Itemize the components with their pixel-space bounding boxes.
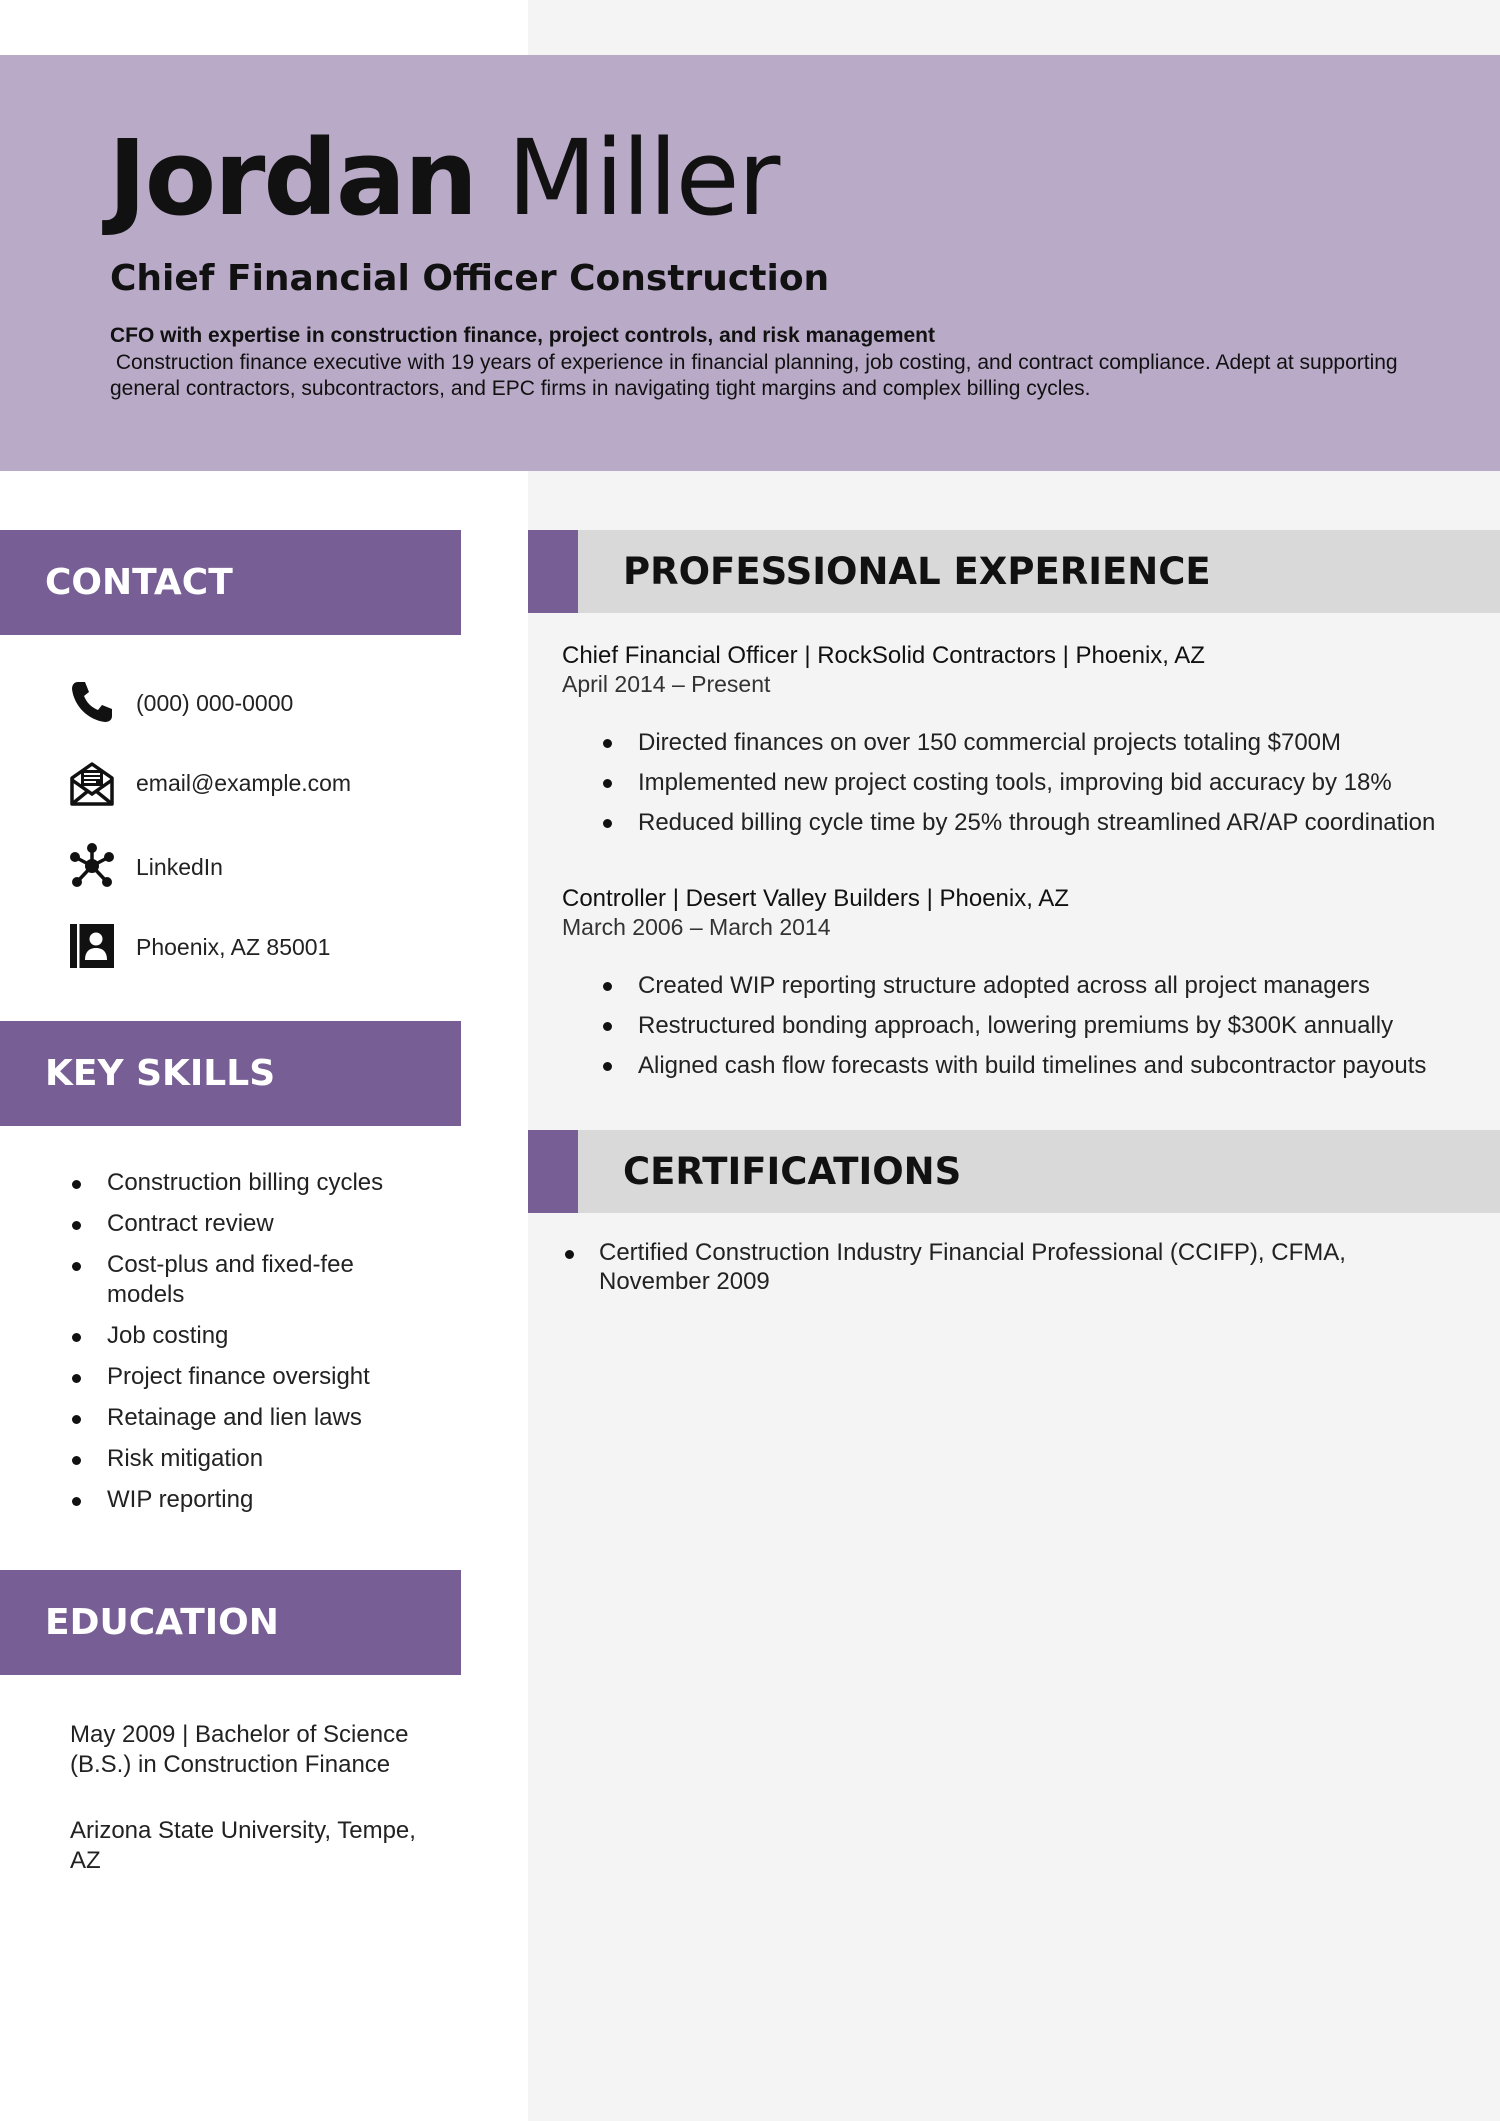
phone-icon xyxy=(68,678,116,726)
contact-address-text: Phoenix, AZ 85001 xyxy=(136,934,331,960)
job-title-line: Chief Financial Officer | RockSolid Contractors | Phoenix, AZ xyxy=(562,642,1205,669)
contact-address xyxy=(68,922,488,976)
email-icon xyxy=(68,758,116,806)
candidate-name xyxy=(108,118,778,238)
job-title: Chief Financial Officer Construction xyxy=(110,258,830,299)
job-bullet: Implemented new project costing tools, improving bid accuracy by 18% xyxy=(600,763,1480,803)
certifications-heading: CERTIFICATIONS xyxy=(623,1150,962,1193)
job-title-line: Controller | Desert Valley Builders | Phoenix, AZ xyxy=(562,885,1069,912)
education-school: Arizona State University, Tempe, AZ xyxy=(70,1817,416,1874)
certifications-list xyxy=(562,1238,1442,1296)
contact-email-text: email@example.com xyxy=(136,770,352,796)
contact-email xyxy=(68,758,488,812)
skill-item: Retainage and lien laws xyxy=(70,1403,450,1433)
summary: Construction finance executive with 19 years of experience in financial planning, job costing, and contract compliance. Adept at supporting general contractors, subcontractors, and EPC firms in navigating tight margins and complex billing cycles. xyxy=(110,351,1404,400)
contact-phone xyxy=(68,678,488,732)
education-heading: EDUCATION xyxy=(45,1602,279,1643)
job-bullets xyxy=(600,723,1480,843)
job-dates: April 2014 – Present xyxy=(562,671,771,697)
skills-heading: KEY SKILLS xyxy=(45,1053,276,1094)
skill-item: Job costing xyxy=(70,1321,450,1351)
experience-heading-bar xyxy=(528,530,1500,613)
skill-item: Risk mitigation xyxy=(70,1444,450,1474)
job-bullet: Reduced billing cycle time by 25% through streamlined AR/AP coordination xyxy=(600,803,1480,843)
experience-heading: PROFESSIONAL EXPERIENCE xyxy=(623,550,1211,593)
job-bullet: Aligned cash flow forecasts with build timelines and subcontractor payouts xyxy=(600,1046,1480,1086)
job-bullets xyxy=(600,966,1480,1086)
contact-linkedin xyxy=(68,842,488,896)
contact-linkedin-text: LinkedIn xyxy=(136,854,223,880)
address-card-icon xyxy=(68,922,116,970)
education-degree: May 2009 | Bachelor of Science (B.S.) in Construction Finance xyxy=(70,1721,409,1778)
job-bullet: Created WIP reporting structure adopted across all project managers xyxy=(600,966,1480,1006)
experience-heading-accent xyxy=(528,530,578,613)
skill-item: WIP reporting xyxy=(70,1485,450,1515)
education-heading-bar xyxy=(0,1570,461,1675)
linkedin-network-icon xyxy=(68,842,116,890)
contact-heading: CONTACT xyxy=(45,562,233,603)
skills-list xyxy=(70,1168,450,1515)
job-bullet: Restructured bonding approach, lowering premiums by $300K annually xyxy=(600,1006,1480,1046)
last-name: Miller xyxy=(507,117,779,239)
skill-item: Contract review xyxy=(70,1209,450,1239)
contact-phone-text: (000) 000-0000 xyxy=(136,690,294,716)
skill-item: Construction billing cycles xyxy=(70,1168,450,1198)
skills-heading-bar xyxy=(0,1021,461,1126)
certifications-heading-bar xyxy=(528,1130,1500,1213)
job-bullet: Directed finances on over 150 commercial projects totaling $700M xyxy=(600,723,1480,763)
certification-item: Certified Construction Industry Financial Professional (CCIFP), CFMA, November 2009 xyxy=(562,1238,1392,1296)
job-dates: March 2006 – March 2014 xyxy=(562,914,831,940)
skill-item: Cost-plus and fixed-fee models xyxy=(70,1250,390,1310)
certifications-heading-accent xyxy=(528,1130,578,1213)
skill-item: Project finance oversight xyxy=(70,1362,450,1392)
tagline: CFO with expertise in construction finance, project controls, and risk management xyxy=(110,324,935,347)
first-name: Jordan xyxy=(108,117,477,239)
contact-heading-bar xyxy=(0,530,461,635)
